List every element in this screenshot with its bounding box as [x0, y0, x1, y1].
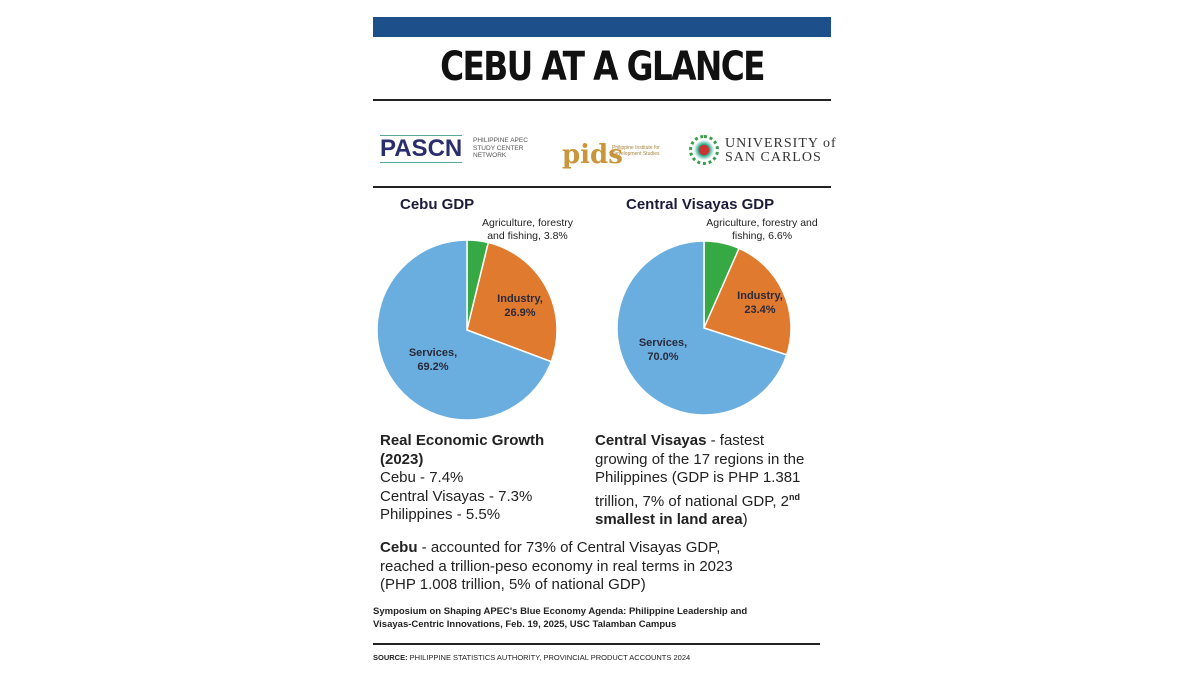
text: - accounted for 73% of Central Visayas GDP, — [417, 539, 721, 556]
label-line: Agriculture, forestry and — [706, 217, 818, 229]
growth-row: Philippines - 5.5% — [380, 506, 501, 523]
label-line: fishing, 6.6% — [731, 230, 793, 242]
text: (PHP 1.008 trillion, 5% of national GDP) — [380, 576, 646, 593]
growth-block — [380, 432, 580, 525]
cv-bold: Central Visayas — [595, 432, 707, 449]
label-line: and fishing, 3.8% — [487, 230, 568, 242]
pascn-logo-subtitle: PHILIPPINE APEC STUDY CENTER NETWORK — [473, 137, 528, 159]
divider — [373, 643, 820, 645]
cv-agri-label — [692, 217, 832, 243]
text: reached a trillion-peso economy in real terms in 2023 — [380, 557, 733, 575]
text: ) — [742, 511, 748, 528]
source-label: SOURCE: — [373, 653, 408, 662]
text: trillion, 7% of national GDP, 2 — [595, 492, 789, 510]
cebu-industry-label — [485, 292, 555, 320]
text: Visayas-Centric Innovations, Feb. 19, 2025, USC Talamban Campus — [373, 618, 677, 630]
usc-logo-line2: SAN CARLOS — [725, 150, 822, 165]
label-line: 23.4% — [744, 304, 776, 316]
cv-block — [595, 432, 835, 530]
growth-row: Central Visayas - 7.3% — [380, 487, 533, 505]
pascn-logo: PASCN — [380, 135, 463, 162]
label-line: Industry, — [497, 293, 543, 305]
cv-chart-title: Central Visayas GDP — [626, 196, 775, 213]
cv-industry-label — [725, 289, 795, 317]
pids-logo-subtitle: Philippine Institute for Development Studies — [612, 145, 660, 157]
cebu-chart-title: Cebu GDP — [400, 196, 475, 213]
text: nd — [789, 491, 800, 502]
label-line: 26.9% — [504, 307, 536, 319]
source-text: PHILIPPINE STATISTICS AUTHORITY, PROVINCIAL PRODUCT ACCOUNTS 2024 — [407, 653, 691, 662]
text: - fastest — [706, 432, 764, 449]
text: Philippines (GDP is PHP 1.381 — [595, 469, 801, 486]
label-line: 69.2% — [417, 361, 449, 373]
label-line: Services, — [638, 337, 688, 349]
growth-row: Cebu - 7.4% — [380, 469, 464, 486]
symposium-note — [373, 606, 747, 631]
label-line: Industry, — [737, 290, 783, 302]
label-line: Services, — [408, 347, 458, 359]
text: growing of the 17 regions in the — [595, 450, 805, 468]
text: Symposium on Shaping APEC's Blue Economy Agenda: Philippine Leadership and — [373, 606, 748, 617]
cebu-services-label — [398, 346, 468, 374]
growth-heading: Real Economic Growth — [380, 432, 545, 449]
text: smallest in land area — [595, 511, 743, 528]
label-line: Agriculture, forestry — [481, 217, 574, 229]
pids-logo: pids — [562, 140, 623, 170]
cebu-bold: Cebu — [380, 539, 418, 556]
label-line: 70.0% — [647, 351, 679, 363]
usc-logo-line1: UNIVERSITY of — [725, 136, 837, 151]
page-title: CEBU AT A GLANCE — [440, 44, 764, 90]
cv-services-label — [628, 336, 698, 364]
cebu-block — [380, 539, 830, 595]
cebu-agri-label — [465, 217, 590, 243]
growth-year: (2023) — [380, 450, 424, 468]
source-note — [373, 653, 690, 662]
